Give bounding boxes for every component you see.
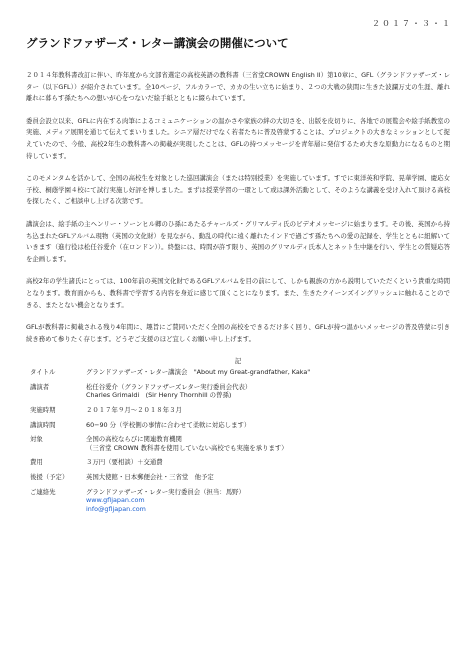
detail-row-fee (26, 458, 450, 467)
ki-heading: 記 (234, 357, 242, 366)
detail-value-line: ２０１７年９月〜２０１８年３月 (86, 406, 182, 415)
detail-row-target (26, 435, 450, 452)
detail-label: タイトル (30, 368, 56, 377)
detail-row-duration (26, 421, 450, 430)
detail-label: 講演者 (30, 382, 50, 391)
detail-label: 後援（予定） (30, 473, 69, 482)
document-title: グランドファザーズ・レター講演会の開催について (26, 36, 289, 50)
detail-value-line: （三省堂 CROWN 教科書を使用していない高校でも実施を承ります） (86, 443, 288, 452)
detail-label: 講演時間 (30, 420, 56, 429)
detail-value (86, 488, 450, 514)
detail-value-line: Charles Grimaldi (Sir Henry Thornhill の曽孫) (86, 391, 232, 400)
paragraph-lecture-content: 講演会は、絵手紙の主ヘンリー・ソーンヒル卿のひ孫にあたるチャールズ・グリマルディ氏のビデオメッセージに始まります。その後、英国から持ち込まれたGFLアルバム現物（英国の文化財）を見ながら、動乱の時代に遠く離れたインドで過ごす孫たちへの愛の記録を、学生とともに紐解いていきます（進行役は松任谷愛介（在ロンドン））。終盤には、時間が許す限り、英国のグリマルディ氏本人とネット生中継を行い、学生との質疑応答を企画します。 (26, 219, 450, 263)
paragraph-mission: 委員会設立以来、GFLに内在する肉筆によるコミュニケーションの温かさや家族の絆の大切さを、出版を皮切りに、各地での展覧会や絵手紙教室の実施、メディア展開を通じて伝えてまいりました。シニア層だけでなく若者たちに普及啓蒙することは、プロジェクトの大きなミッションとして捉えていたので、今般、高校2年生の教科書への掲載が実現したことは、GFLの持つメッセージを青年層に発信するため大きな原動力になるものと期待しています。 (26, 116, 450, 160)
detail-label: 実施時期 (30, 406, 56, 415)
paragraph-textbook: ２０１４年教科書改訂に伴い、昨年度から文部省選定の高校英語の教科書（三省堂CROWN English II）第10章に、GFL（グランドファザーズ・レター（以下GFL））が紹介されています。全10ページ、フルカラーで、カカの生い立ちに始まり、２つの大戦の狭間に生きた波瀾万丈の生涯、離れ離れに暮らす孫たちへの想いが心をつないだ絵手紙とともに綴られています。 (26, 71, 450, 103)
detail-row-contact (26, 488, 450, 514)
website-link[interactable]: www.gfljapan.com (86, 496, 145, 505)
detail-value (86, 458, 450, 467)
detail-label: 対象 (30, 435, 43, 444)
detail-value-line: ３万円（要相談）＋交通費 (86, 458, 163, 467)
detail-label: ご連絡先 (30, 487, 56, 496)
paragraph-significance: 高校2年の学生諸氏にとっては、100年前の英国文化財であるGFLアルバムを目の前にして、しかも親族の方から説明していただくという貴重な時間となります。教育面からも、教科書で学習する内容を身近に感じて頂くことになります。また、生きたクイーンズイングリッシュに触れることのできる、またとない機会となります。 (26, 277, 450, 309)
detail-value (86, 435, 450, 452)
detail-row-speaker (26, 383, 450, 400)
detail-label: 費用 (30, 458, 43, 467)
document-date: ２０１７・３・１ (372, 19, 452, 28)
details-list (26, 368, 450, 513)
detail-value (86, 473, 450, 482)
detail-value-line: 全国の高校ならびに関連教育機関 (86, 435, 182, 444)
detail-value-line: 英国大使館・日本郵便会社・三省堂 他予定 (86, 473, 214, 482)
detail-row-sponsor (26, 473, 450, 482)
detail-value (86, 421, 450, 430)
detail-value-line: グランドファザーズ・レター実行委員会（担当：馬野） (86, 487, 245, 496)
detail-row-period (26, 406, 450, 415)
detail-value (86, 406, 450, 415)
detail-value-line: 松任谷愛介（グランドファザーズレター実行委員会代表） (86, 382, 252, 391)
detail-value (86, 383, 450, 400)
paragraph-lecture-tour: このモメンタムを活かして、全国の高校生を対象とした巡回講演会（または特別授業）を実施しています。すでに東洋英和学院、晃華学園、慶応女子校、桐蔭学園４校にて試行実施し好評を博しました。まずは授業学習の一環として或は課外活動として、そのような講義を受け入れて頂ける高校を探したく、ご相談申し上げる次第です。 (26, 174, 450, 206)
detail-row-title (26, 368, 450, 377)
paragraph-closing: GFLが教科書に掲載される残り4年間に、趣旨にご賛同いただく全国の高校をできるだけ多く回り、GFLが持つ温かいメッセージの普及啓蒙に引き続き務めて参りたく存じます。どうぞご支援のほど宜しくお願い申し上げます。 (26, 323, 450, 343)
email-link[interactable]: info@gfljapan.com (86, 504, 146, 513)
detail-value-line: 60−90 分（学校側の事情に合わせて柔軟に対応します） (86, 420, 251, 429)
detail-value (86, 368, 450, 377)
detail-value-line: グランドファザーズ・レター講演会 "About my Great-grandfather, Kaka" (86, 368, 311, 377)
document-body (26, 70, 450, 519)
